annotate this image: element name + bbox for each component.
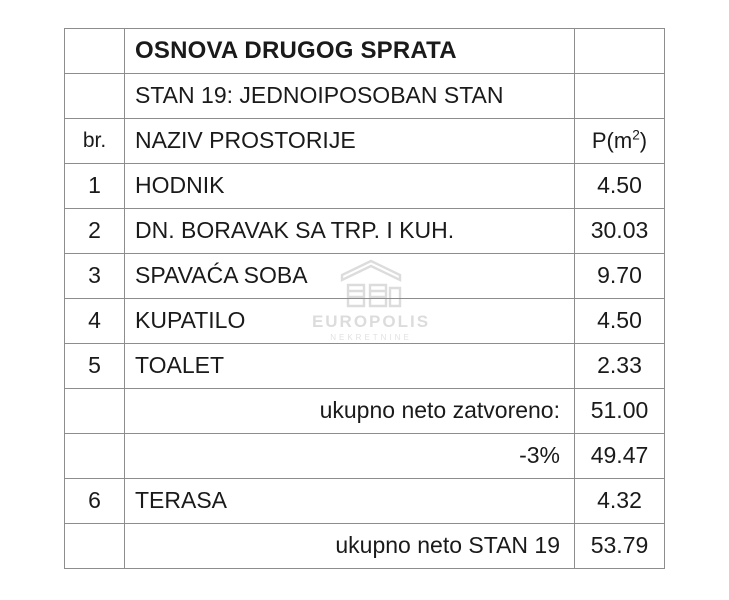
row-area-value: 4.50 xyxy=(575,299,665,344)
row-area-value: 4.32 xyxy=(575,479,665,524)
table-row xyxy=(65,344,665,389)
table-row-subtitle xyxy=(65,74,665,119)
row-room-name: TERASA xyxy=(125,479,575,524)
apartment-area-table-wrapper xyxy=(64,28,664,569)
row-number: 4 xyxy=(65,299,125,344)
column-header-area-tail: ) xyxy=(639,127,648,153)
table-row xyxy=(65,479,665,524)
row-room-name: TOALET xyxy=(125,344,575,389)
title-row-area-cell xyxy=(575,29,665,74)
title-row-br-cell xyxy=(65,29,125,74)
row-number xyxy=(65,389,125,434)
subtitle-row-area-cell xyxy=(575,74,665,119)
row-number xyxy=(65,434,125,479)
row-room-name: SPAVAĆA SOBA xyxy=(125,254,575,299)
document-title: OSNOVA DRUGOG SPRATA xyxy=(125,29,575,74)
row-area-value: 30.03 xyxy=(575,209,665,254)
row-number: 1 xyxy=(65,164,125,209)
row-number: 3 xyxy=(65,254,125,299)
row-area-value-total: 53.79 xyxy=(575,524,665,569)
row-area-value: 51.00 xyxy=(575,389,665,434)
watermark-name: EUROPOLIS xyxy=(311,312,431,331)
row-number: 6 xyxy=(65,479,125,524)
row-number: 5 xyxy=(65,344,125,389)
table-row xyxy=(65,164,665,209)
row-room-name: DN. BORAVAK SA TRP. I KUH. xyxy=(125,209,575,254)
row-label-deduction: -3% xyxy=(125,434,575,479)
document-subtitle: STAN 19: JEDNOIPOSOBAN STAN xyxy=(125,74,575,119)
column-header-area-base: P(m xyxy=(591,127,633,153)
column-header-br: br. xyxy=(65,119,125,164)
row-room-name: KUPATILO xyxy=(125,299,575,344)
column-header-area xyxy=(575,119,665,164)
table-row-grand-total xyxy=(65,524,665,569)
table-row-subtotal-closed xyxy=(65,389,665,434)
row-label-grand-total: ukupno neto STAN 19 xyxy=(125,524,575,569)
row-label-total-closed: ukupno neto zatvoreno: xyxy=(125,389,575,434)
table-row-deduction xyxy=(65,434,665,479)
row-number xyxy=(65,524,125,569)
row-area-value: 4.50 xyxy=(575,164,665,209)
table-row-title xyxy=(65,29,665,74)
row-number: 2 xyxy=(65,209,125,254)
table-row xyxy=(65,209,665,254)
column-header-area-superscript: 2 xyxy=(632,127,640,143)
row-area-value: 9.70 xyxy=(575,254,665,299)
subtitle-row-br-cell xyxy=(65,74,125,119)
table-header-row xyxy=(65,119,665,164)
row-room-name: HODNIK xyxy=(125,164,575,209)
table-row xyxy=(65,299,665,344)
column-header-room-name: NAZIV PROSTORIJE xyxy=(125,119,575,164)
row-area-value: 2.33 xyxy=(575,344,665,389)
apartment-area-table xyxy=(64,28,665,569)
watermark-tagline: NEKRETNINE xyxy=(330,333,412,342)
row-area-value: 49.47 xyxy=(575,434,665,479)
table-row xyxy=(65,254,665,299)
